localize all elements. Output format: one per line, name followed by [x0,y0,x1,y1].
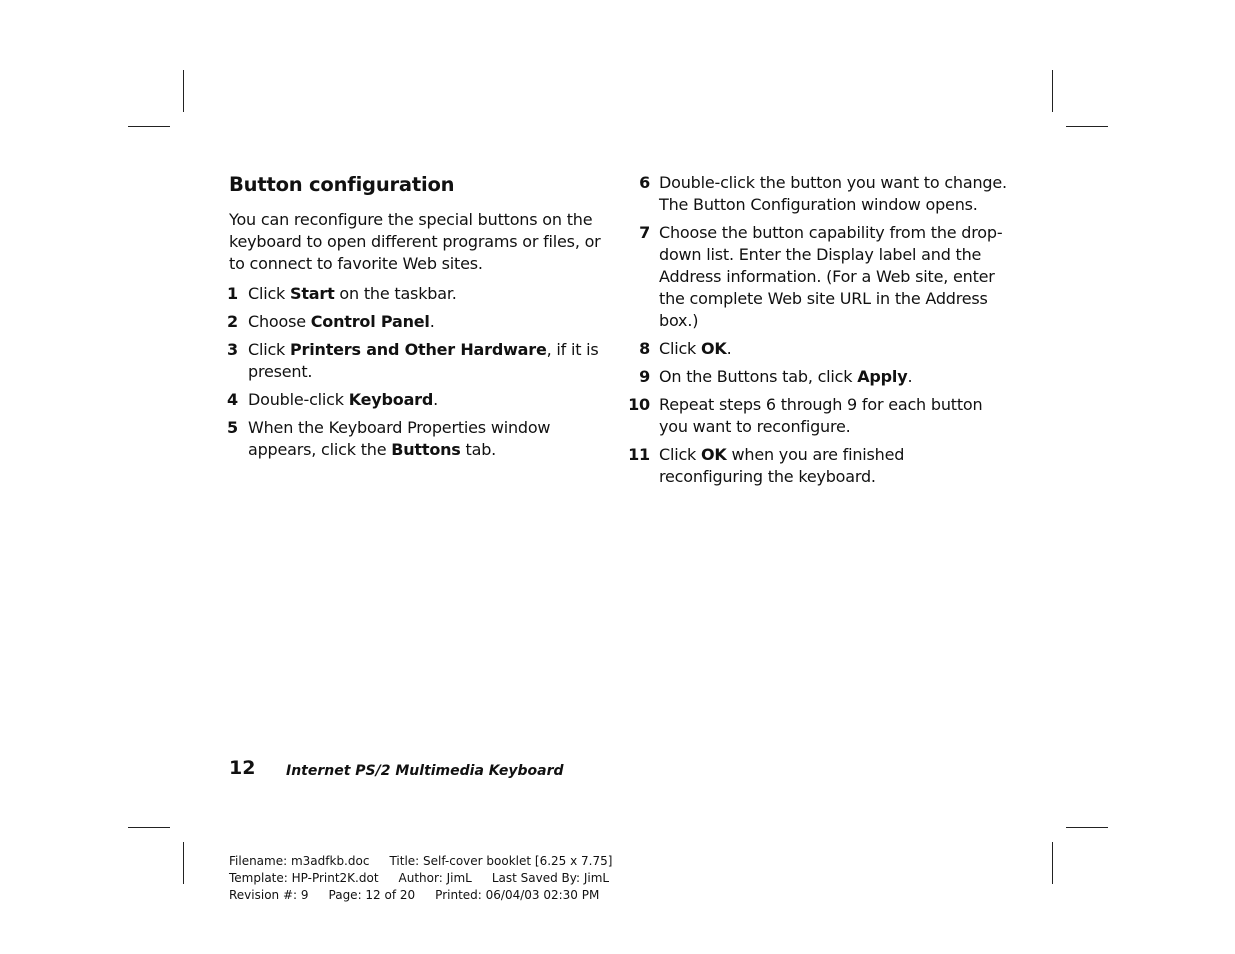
crop-mark [128,827,170,828]
step-item [622,366,1012,388]
step-number: 1 [227,284,238,303]
crop-mark [1052,842,1053,884]
section-heading: Button configuration [229,173,455,196]
crop-mark [183,70,184,112]
step-text: On the Buttons tab, click [659,367,858,386]
step-number: 2 [227,312,238,331]
step-number: 9 [639,367,650,386]
step-text: Click [248,284,291,303]
intro-paragraph: You can reconfigure the special buttons on the keyboard to open different programs or files, or to connect to favorite Web sites. [229,210,601,273]
meta-line [229,870,612,887]
step-number: 3 [227,340,238,359]
meta-line [229,887,612,904]
steps-list-right [622,172,1012,488]
step-item [622,444,1012,488]
meta-last-saved: Last Saved By: JimL [491,871,610,885]
crop-mark [1066,126,1108,127]
step-number: 10 [628,395,650,414]
step-item [229,417,601,461]
step-number: 6 [639,173,650,192]
step-number: 11 [628,445,650,464]
steps-list-left [229,283,601,461]
step-item [229,311,601,333]
step-item [622,394,1012,438]
step-text: . [429,312,435,331]
crop-mark [183,842,184,884]
step-text: Repeat steps 6 through 9 for each button you want to reconfigure. [659,395,983,436]
step-item [622,172,1012,216]
meta-title: Title: Self-cover booklet [6.25 x 7.75] [389,854,613,868]
step-text: . [433,390,438,409]
meta-template: Template: HP-Print2K.dot [229,871,379,885]
step-item [622,222,1012,332]
crop-mark [1066,827,1108,828]
meta-line [229,853,612,870]
page-number: 12 [229,757,256,779]
meta-page: Page: 12 of 20 [328,888,416,902]
step-text: When the Keyboard Properties window appears, click the [248,418,551,459]
step-bold-text: Buttons [391,440,461,459]
step-text: . [726,339,732,358]
step-number: 8 [639,339,650,358]
step-number: 5 [227,418,238,437]
step-text: on the taskbar. [334,284,457,303]
left-column [229,172,601,467]
step-text: Click [248,340,291,359]
step-bold-text: OK [701,339,727,358]
step-number: 4 [227,390,238,409]
step-item [229,283,601,305]
footer-title: Internet PS/2 Multimedia Keyboard [286,763,564,779]
meta-revision: Revision #: 9 [229,888,309,902]
step-bold-text: Start [290,284,335,303]
step-bold-text: Printers and Other Hardware [290,340,547,359]
right-column [622,172,1012,494]
step-item [622,338,1012,360]
step-bold-text: Keyboard [348,390,434,409]
step-text: Choose the button capability from the drop-down list. Enter the Display label and the Address information. (For a Web site, enter the complete Web site URL in the Address box.) [659,223,1003,330]
crop-mark [1052,70,1053,112]
step-item [229,389,601,411]
step-number: 7 [639,223,650,242]
step-bold-text: Apply [857,367,908,386]
step-text: when you are finished reconfiguring the keyboard. [659,445,905,486]
step-text: , if it is present. [248,340,599,381]
step-text: Click [659,445,702,464]
step-text: Click [659,339,702,358]
step-text: . [907,367,913,386]
step-text: Double-click the button you want to change. The Button Configuration window opens. [659,173,1007,214]
step-text: Double-click [248,390,349,409]
step-item [229,339,601,383]
meta-printed: Printed: 06/04/03 02:30 PM [435,888,600,902]
step-bold-text: Control Panel [310,312,430,331]
step-bold-text: OK [701,445,727,464]
step-text: tab. [460,440,497,459]
document-metadata [229,853,612,904]
crop-mark [128,126,170,127]
step-text: Choose [248,312,311,331]
meta-filename: Filename: m3adfkb.doc [229,854,370,868]
meta-author: Author: JimL [398,871,472,885]
